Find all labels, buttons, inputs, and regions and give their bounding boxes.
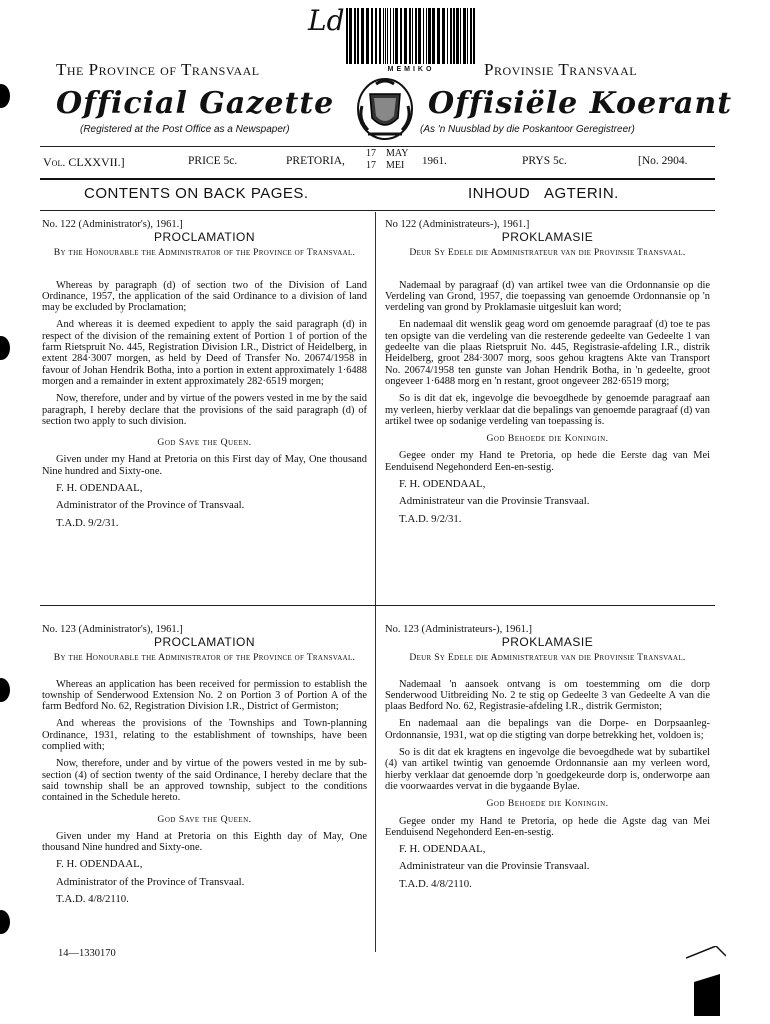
volume-number: Vol. CLXXVII.]	[43, 155, 125, 169]
barcode-bar	[393, 8, 394, 64]
barcode-bar	[428, 8, 431, 64]
contents-af: INHOUD AGTERIN.	[468, 185, 619, 202]
barcode-bar	[470, 8, 472, 64]
barcode-bar	[442, 8, 445, 64]
barcode-bar	[450, 8, 452, 64]
date-month-af: MEI	[386, 160, 405, 171]
barcode-bar	[415, 8, 417, 64]
issue-number: [No. 2904.	[638, 155, 688, 167]
place: PRETORIA,	[286, 155, 345, 167]
punch-hole	[0, 910, 10, 934]
barcode-bar	[453, 8, 455, 64]
registered-note-en: (Registered at the Post Office as a Newspaper)	[80, 124, 290, 135]
notice-byline: Deur Sy Edele die Administrateur van die Provinsie Transvaal.	[409, 246, 686, 258]
contents-en: CONTENTS ON BACK PAGES.	[84, 185, 309, 202]
barcode-bar	[387, 8, 388, 64]
barcode	[344, 8, 478, 73]
barcode-bar	[473, 8, 475, 64]
paragraph: Now, therefore, under and by virtue of the powers vested in me by sub-section (4) of section twenty of the said Ordinance, I hereby declare that the said township shall be an approved township, subject to the conditions contained in the Schedule hereto.	[42, 758, 367, 804]
closing-phrase: God Behoede die Koningin.	[486, 433, 609, 445]
paragraph: Whereas an application has been received for permission to establish the township of Senderwood Extension No. 2 on Portion 3 of Portion A of the farm Bedford No. 62, Registration Division I.R., District of Germiston;	[42, 678, 367, 713]
barcode-bar	[390, 8, 391, 64]
punch-hole	[0, 84, 10, 108]
notice-123-en	[42, 624, 367, 911]
date-day-af: 17	[366, 160, 376, 171]
barcode-bar	[426, 8, 427, 64]
barcode-bar	[467, 8, 468, 64]
notice-number: No. 123 (Administrator's), 1961.]	[42, 624, 183, 635]
signer-title: Administrateur van die Provinsie Transvaal.	[399, 860, 590, 873]
barcode-bar	[357, 8, 359, 64]
barcode-bar	[456, 8, 459, 64]
barcode-bar	[400, 8, 402, 64]
divider-contents	[40, 210, 715, 211]
barcode-bar	[447, 8, 448, 64]
paragraph: And whereas the provisions of the Townships and Town-planning Ordinance, 1931, relating to the establishment of townships, have been complied with;	[42, 718, 367, 753]
barcode-bar	[379, 8, 381, 64]
date-day-en: 17	[366, 148, 376, 159]
barcode-bar	[463, 8, 466, 64]
paragraph: Nademaal 'n aansoek ontvang is om toestemming om die dorp Senderwood Uitbreiding No. 2 te stig op Gedeelte 3 van Gedeelte A van die plaas Bedford No. 62, Registrasie-afdeling I.R., distrik Germiston;	[385, 678, 710, 713]
handwritten-mark: Ld	[308, 4, 345, 37]
paragraph: So is dit dat ek, ingevolge die bevoegdhede by genoemde paragraaf aan my verleen, hierby verklaar dat die bepalings van genoemde paragraaf (d) van artikel twee op sodanige verdeling van toepassing is.	[385, 393, 710, 427]
paragraph: En nademaal dit wenslik geag word om genoemde paragraaf (d) toe te pas ten opsigte van die verdeling van die resterende gedeelte van Gedeelte 1 van gedeelte van die plaas Rietspruit No. 445, Registrasie-afdeling I.R., distrik Heidelberg, groot 284·3007 morg, soos gehou kragtens Akte van Transport No. 20674/1958 ten gunste van Johan Hendrik Botha, in 'n gedeelte, groot ongeveer 1·6488 morg en 'n restant, groot ongeveer 282·6519 morg;	[385, 319, 710, 387]
barcode-bar	[409, 8, 411, 64]
barcode-bar	[412, 8, 413, 64]
province-name-af: Provinsie Transvaal	[484, 60, 638, 79]
closing-phrase: God Behoede die Koningin.	[486, 798, 609, 810]
paragraph: Whereas by paragraph (d) of section two of the Division of Land Ordinance, 1957, the application of the said Ordinance to a division of land may be excluded by Proclamation;	[42, 279, 367, 314]
print-code: 14—1330170	[58, 948, 116, 959]
date-year: 1961.	[422, 155, 447, 167]
notice-title: PROKLAMASIE	[501, 635, 594, 650]
barcode-bar	[437, 8, 440, 64]
paragraph: En nademaal aan die bepalings van die Dorpe- en Dorpsaanleg-Ordonnansie, 1931, wat op die stigting van dorpe betrekking het, voldoen is;	[385, 718, 710, 741]
paragraph: Now, therefore, under and by virtue of the powers vested in me by the said paragraph, I hereby declare that the provisions of the said paragraph (d) of section two apply to such division.	[42, 393, 367, 427]
barcode-graphic	[344, 8, 478, 66]
closing-phrase: God Save the Queen.	[157, 437, 252, 449]
registered-note-af: (As 'n Nuusblad by die Poskantoor Geregistreer)	[420, 124, 635, 135]
paragraph: And whereas it is deemed expedient to apply the said paragraph (d) in respect of the division of the remaining extent of Portion 1 of portion of the farm Rietspruit No. 445, Registration Division I.R., District of Heidelberg, in extent 284·3007 morgen, as held by Deed of Transfer No. 20674/1958 in favour of Johan Hendrik Botha, into a portion in extent approximately 1·6488 morgen and a remainder in extent approximately 282·6519 morgen;	[42, 319, 367, 387]
given-line: Given under my Hand at Pretoria on this Eighth day of May, One thousand Nine hundred and Sixty-one.	[42, 830, 367, 854]
reference-number: T.A.D. 9/2/31.	[56, 516, 119, 529]
divider-infobar	[40, 178, 715, 180]
price-en: PRICE 5c.	[188, 155, 238, 167]
gazette-title-en: Official Gazette	[56, 86, 335, 121]
reference-number: T.A.D. 4/8/2110.	[56, 893, 129, 906]
given-line: Gegee onder my Hand te Pretoria, op hede die Eerste dag van Mei Eenduisend Negehonderd Een-en-sestig.	[385, 450, 710, 473]
notice-byline: By the Honourable the Administrator of the Province of Transvaal.	[53, 651, 356, 663]
barcode-bar	[371, 8, 373, 64]
corner-mark	[686, 946, 726, 1016]
signer-name: F. H. ODENDAAL,	[399, 843, 486, 856]
barcode-bar	[423, 8, 424, 64]
barcode-bar	[418, 8, 421, 64]
signer-title: Administrator of the Province of Transvaal.	[56, 499, 245, 512]
column-rule	[375, 212, 376, 952]
barcode-bar	[366, 8, 369, 64]
notice-byline: By the Honourable the Administrator of the Province of Transvaal.	[53, 246, 356, 258]
coat-of-arms-emblem	[354, 76, 416, 142]
given-line: Given under my Hand at Pretoria on this First day of May, One thousand Nine hundred and Sixty-one.	[42, 454, 367, 477]
notice-title: PROKLAMASIE	[501, 230, 594, 245]
barcode-bar	[395, 8, 398, 64]
reference-number: T.A.D. 4/8/2110.	[399, 877, 472, 890]
notice-122-af	[385, 219, 710, 531]
barcode-bar	[383, 8, 384, 64]
price-af: PRYS 5c.	[522, 155, 567, 167]
barcode-bar	[349, 8, 352, 64]
province-name-en: The Province of Transvaal	[56, 60, 260, 79]
punch-hole	[0, 336, 10, 360]
divider-top	[40, 146, 715, 147]
notice-123-af	[385, 624, 710, 896]
barcode-bar	[375, 8, 377, 64]
signer-title: Administrateur van die Provinsie Transvaal.	[399, 495, 590, 508]
gazette-title-af: Offisiële Koerant	[428, 86, 733, 121]
notice-title: PROCLAMATION	[153, 230, 256, 245]
barcode-label: MEMIKO	[344, 66, 478, 73]
barcode-bar	[361, 8, 364, 64]
barcode-bar	[460, 8, 461, 64]
barcode-bar	[432, 8, 435, 64]
given-line: Gegee onder my Hand te Pretoria, op hede die Agste dag van Mei Eenduisend Negehonderd Een-en-sestig.	[385, 815, 710, 838]
date-month-en: MAY	[386, 148, 409, 159]
closing-phrase: God Save the Queen.	[157, 813, 252, 825]
notice-122-en	[42, 219, 367, 535]
signer-name: F. H. ODENDAAL,	[56, 482, 143, 495]
reference-number: T.A.D. 9/2/31.	[399, 512, 462, 525]
notice-number: No. 123 (Administrateurs-), 1961.]	[385, 624, 532, 635]
signer-name: F. H. ODENDAAL,	[399, 478, 486, 491]
barcode-bar	[385, 8, 386, 64]
paragraph: So is dit dat ek kragtens en ingevolge die bevoegdhede wat by subartikel (4) van artikel twintig van genoemde Ordonnansie aan my verleen word, hierby verklaar dat genoemde dorp 'n goedgekeurde dorp is, onderworpe aan die voorwaardes vervat in die bygaande Bylae.	[385, 747, 710, 792]
signer-title: Administrator of the Province of Transvaal.	[56, 875, 245, 888]
barcode-bar	[354, 8, 356, 64]
punch-hole	[0, 678, 10, 702]
notice-number: No 122 (Administrateurs-), 1961.]	[385, 219, 530, 230]
signer-name: F. H. ODENDAAL,	[56, 858, 143, 871]
notice-byline: Deur Sy Edele die Administrateur van die Provinsie Transvaal.	[409, 651, 686, 663]
barcode-bar	[404, 8, 407, 64]
barcode-bar	[346, 8, 348, 64]
divider-notices	[40, 605, 715, 606]
notice-number: No. 122 (Administrator's), 1961.]	[42, 219, 183, 230]
notice-title: PROCLAMATION	[153, 635, 256, 650]
paragraph: Nademaal by paragraaf (d) van artikel twee van die Ordonnansie op die Verdeling van Grond, 1957, die toepassing van genoemde Ordonnansie op 'n verdeling van grond by Proklamasie uitgesluit kan word;	[385, 279, 710, 314]
